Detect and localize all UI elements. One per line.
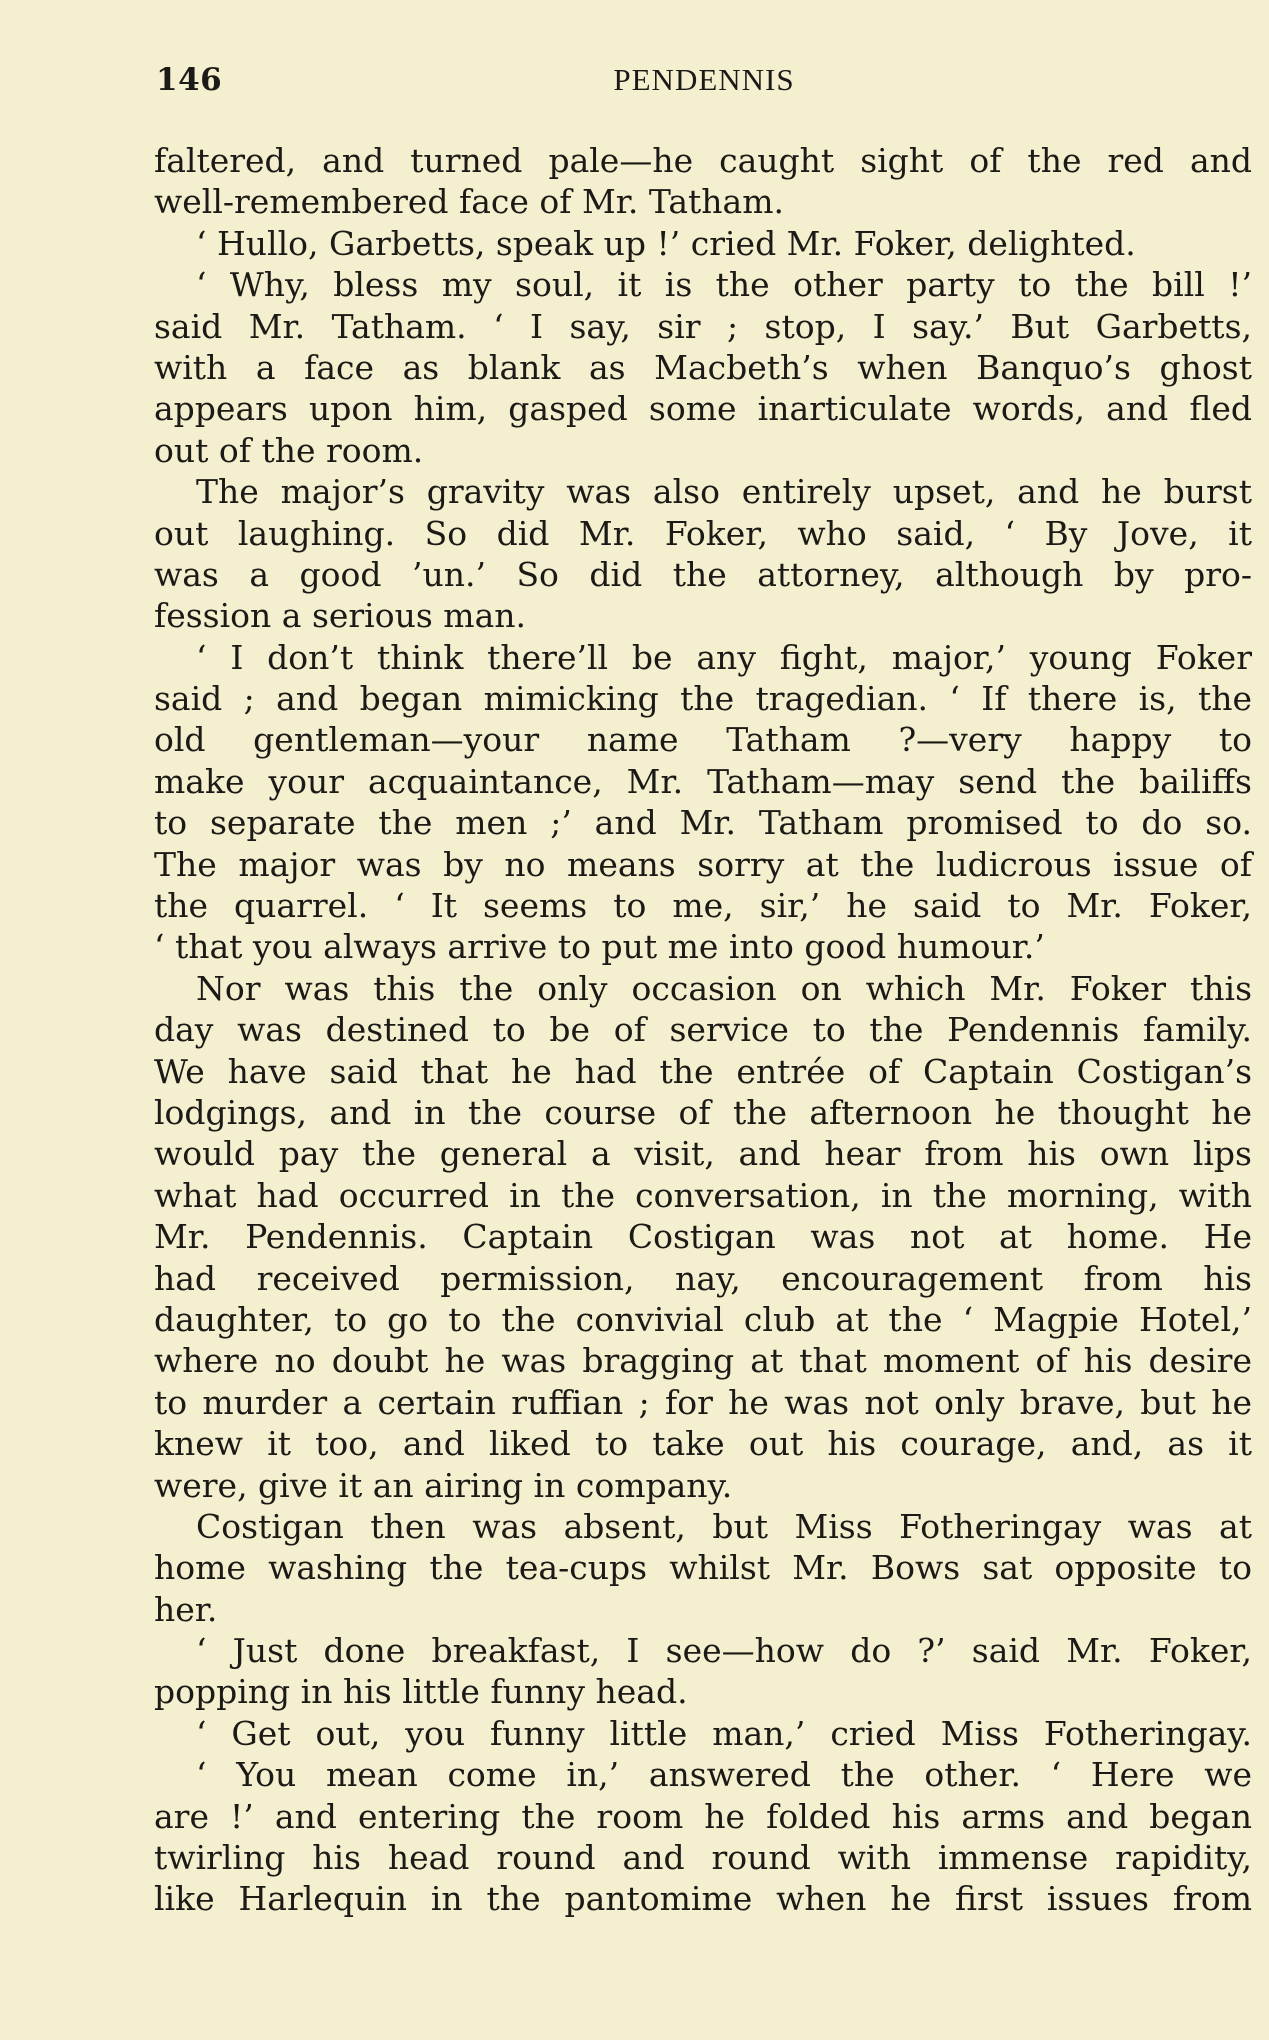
text-line: ‘ that you always arrive to put me into good humour.’ [154, 927, 1045, 967]
text-line: The major’s gravity was also entirely upset, and he burst [196, 472, 1252, 512]
text-line: Mr. Pendennis. Captain Costigan was not at home. He [154, 1217, 1252, 1257]
text-line: with a face as blank as Macbeth’s when Banquo’s ghost [154, 347, 1252, 387]
text-line: out of the room. [154, 430, 424, 470]
text-line: make your acquaintance, Mr. Tatham—may send the bailiffs [154, 761, 1252, 801]
text-line: daughter, to go to the convivial club at the ‘ Magpie Hotel,’ [154, 1299, 1252, 1339]
text-line: We have said that he had the entrée of Captain Costigan’s [154, 1051, 1252, 1091]
text-line: to separate the men ;’ and Mr. Tatham promised to do so. [154, 803, 1252, 843]
text-line: said ; and began mimicking the tragedian. ‘ If there is, the [154, 679, 1252, 719]
text-line: ‘ Get out, you funny little man,’ cried Miss Fotheringay. [196, 1713, 1252, 1753]
text-line: are !’ and entering the room he folded his arms and began [154, 1796, 1252, 1836]
text-line: faltered, and turned pale—he caught sight of the red and [154, 141, 1252, 180]
text-line: appears upon him, gasped some inarticulate words, and fled [154, 389, 1252, 429]
text-line: her. [154, 1589, 218, 1629]
text-line: was a good ’un.’ So did the attorney, although by pro- [154, 554, 1252, 594]
text-line: said Mr. Tatham. ‘ I say, sir ; stop, I say.’ But Garbetts, [154, 306, 1252, 346]
text-line: day was destined to be of service to the Pendennis family. [154, 1010, 1252, 1050]
text-line: like Harlequin in the pantomime when he first issues from [154, 1879, 1252, 1919]
text-line: would pay the general a visit, and hear from his own lips [154, 1134, 1252, 1174]
text-line: were, give it an airing in company. [154, 1465, 733, 1505]
text-line: where no doubt he was bragging at that moment of his desire [154, 1341, 1252, 1381]
text-line: twirling his head round and round with immense rapidity, [154, 1838, 1252, 1878]
text-line: home washing the tea-cups whilst Mr. Bows sat opposite to [154, 1548, 1252, 1588]
text-line: ‘ Just done breakfast, I see—how do ?’ said Mr. Foker, [196, 1631, 1252, 1671]
text-line: knew it too, and liked to take out his courage, and, as it [154, 1424, 1252, 1464]
text-line: what had occurred in the conversation, in the morning, with [154, 1175, 1252, 1215]
text-line: well-remembered face of Mr. Tatham. [154, 182, 784, 222]
text-line: old gentleman—your name Tatham ?—very happy to [154, 720, 1252, 760]
page-header [156, 62, 1252, 106]
running-head: PENDENNIS [613, 62, 795, 97]
text-line: lodgings, and in the course of the afternoon he thought he [154, 1092, 1252, 1132]
text-line: Nor was this the only occasion on which Mr. Foker this [196, 968, 1252, 1008]
text-line: ‘ You mean come in,’ answered the other. ‘ Here we [196, 1755, 1252, 1795]
text-line: ‘ Why, bless my soul, it is the other party to the bill !’ [196, 265, 1252, 305]
text-line: Costigan then was absent, but Miss Fotheringay was at [196, 1506, 1252, 1546]
text-line: popping in his little funny head. [154, 1672, 688, 1712]
page-number: 146 [156, 62, 223, 98]
body-text [154, 140, 1252, 1920]
text-line: fession a serious man. [154, 596, 526, 636]
text-line: the quarrel. ‘ It seems to me, sir,’ he said to Mr. Foker, [154, 886, 1252, 926]
text-line: ‘ Hullo, Garbetts, speak up !’ cried Mr. Foker, delighted. [196, 223, 1136, 263]
text-line: out laughing. So did Mr. Foker, who said, ‘ By Jove, it [154, 513, 1252, 553]
text-line: to murder a certain ruffian ; for he was not only brave, but he [154, 1382, 1252, 1422]
text-line: ‘ I don’t think there’ll be any fight, major,’ young Foker [196, 637, 1252, 677]
text-line: The major was by no means sorry at the ludicrous issue of [154, 844, 1252, 884]
text-line: had received permission, nay, encouragement from his [154, 1258, 1252, 1298]
